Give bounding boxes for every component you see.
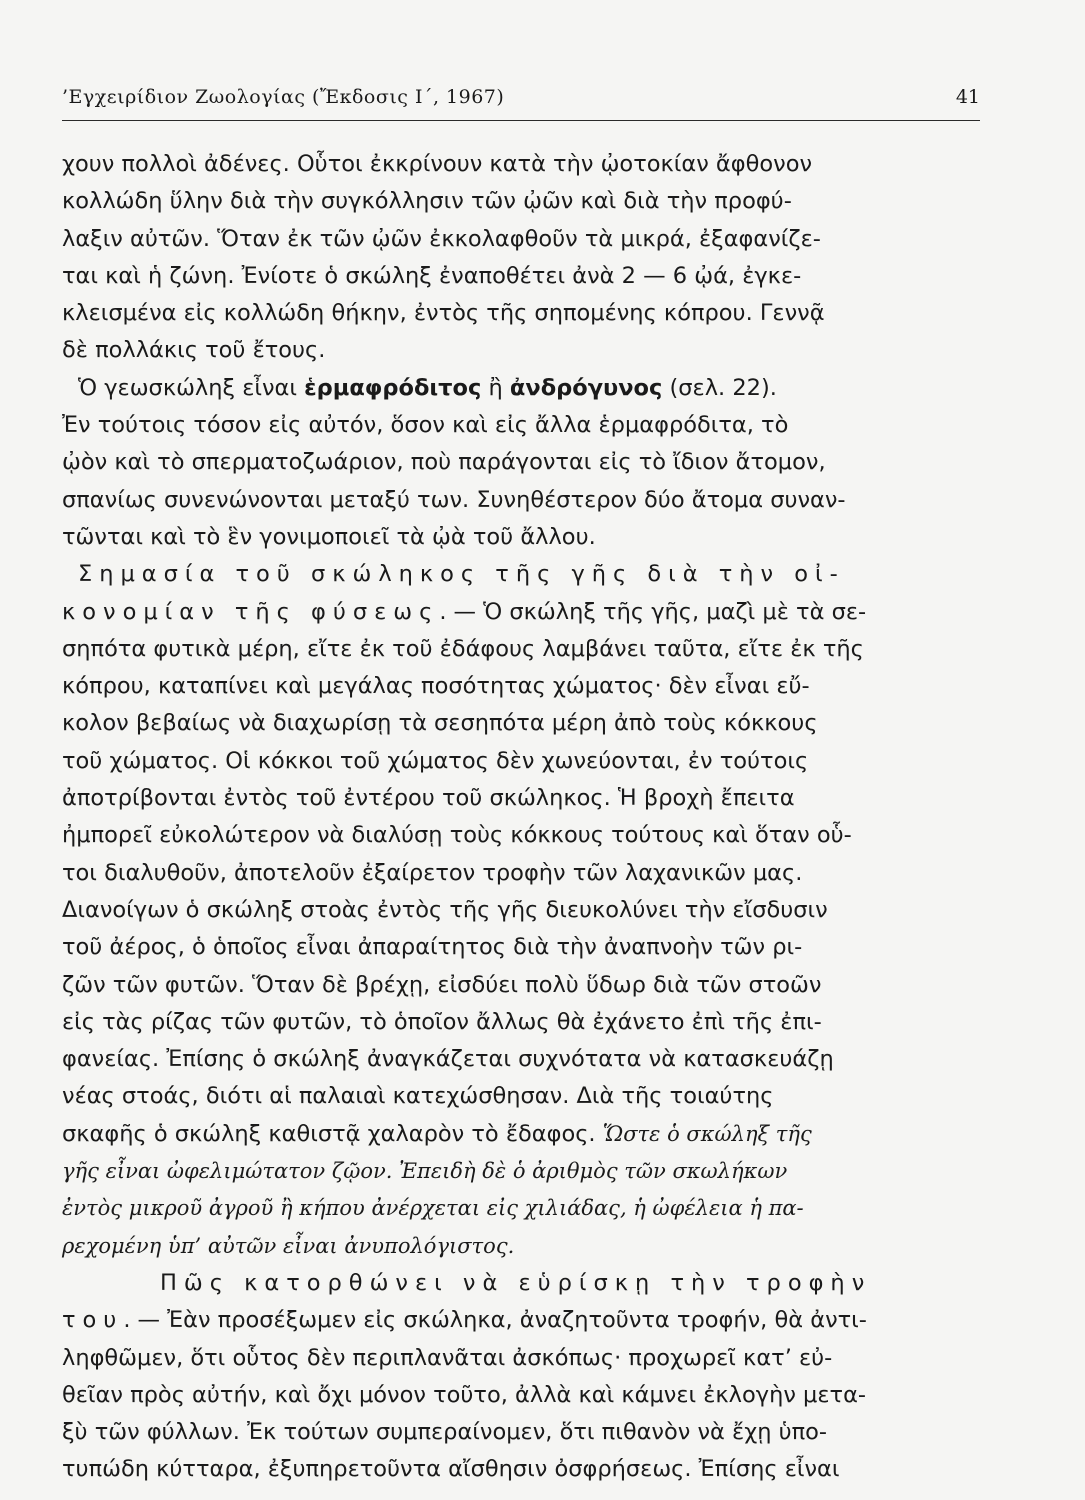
- text-span: Ὁ γεωσκώληξ εἶναι: [78, 374, 305, 401]
- text-line: νέας στοάς, διότι αἱ παλαιαὶ κατεχώσθησαν. Διὰ τῆς τοιαύτης: [62, 1083, 774, 1110]
- text-span: — Ἐὰν προσέξωμεν εἰς σκώληκα, ἀναζητοῦντα τροφήν, θὰ ἀντι-: [137, 1307, 867, 1334]
- text-line: τοῦ χώματος. Οἱ κόκκοι τοῦ χώματος δὲν χωνεύονται, ἐν τούτοις: [62, 747, 809, 774]
- paragraph-start: [62, 370, 992, 407]
- text-line: σπανίως συνενώνονται μεταξύ των. Συνηθέστερον δύο ἄτομα συναν-: [62, 486, 846, 513]
- text-line: ληφθῶμεν, ὅτι οὗτος δὲν περιπλανᾶται ἀσκόπως· προχωρεῖ κατ’ εὐ-: [62, 1344, 833, 1371]
- text-line: κόπρου, καταπίνει καὶ μεγάλας ποσότητας χώματος· δὲν εἶναι εὔ-: [62, 673, 810, 700]
- section-heading-food: Πῶς κατορθώνει νὰ εὑρίσκῃ τὴν τροφὴν: [160, 1269, 872, 1296]
- text-line: δὲ πολλάκις τοῦ ἔτους.: [62, 337, 326, 364]
- italic-line: γῆς εἶναι ὠφελιμώτατον ζῷον. Ἐπειδὴ δὲ ὁ ἀριθμὸς τῶν σκωλήκων: [62, 1159, 788, 1184]
- text-line: λαξιν αὐτῶν. Ὅταν ἐκ τῶν ᾠῶν ἐκκολαφθοῦν τὰ μικρά, ἐξαφανίζε-: [62, 225, 821, 252]
- book-title: ’Εγχειρίδιον Ζωολογίας (Ἔκδοσις Ι΄, 1967): [62, 86, 505, 108]
- section-heading-importance: Σημασία τοῦ σκώληκος τῆς γῆς διὰ τὴν οἰ-: [78, 561, 845, 588]
- text-line: χουν πολλοὶ ἀδένες. Οὗτοι ἐκκρίνουν κατὰ τὴν ᾠοτοκίαν ἄφθονον: [62, 151, 813, 177]
- text-line: Ἐν τούτοις τόσον εἰς αὐτόν, ὅσον καὶ εἰς ἄλλα ἑρμαφρόδιτα, τὸ: [62, 412, 789, 439]
- text-line: τοῦ ἀέρος, ὁ ὁποῖος εἶναι ἀπαραίτητος διὰ τὴν ἀναπνοὴν τῶν ρι-: [62, 934, 803, 961]
- italic-line: ἐντὸς μικροῦ ἀγροῦ ἢ κήπου ἀνέρχεται εἰς χιλιάδας, ἡ ὠφέλεια ἡ πα-: [62, 1196, 804, 1221]
- section-heading-continued: [62, 594, 992, 631]
- text-line: τῶνται καὶ τὸ ἓν γονιμοποιεῖ τὰ ᾠὰ τοῦ ἄλλου.: [62, 523, 596, 550]
- text-line: τυπώδη κύτταρα, ἐξυπηρετοῦντα αἴσθησιν ὀσφρήσεως. Ἐπίσης εἶναι: [62, 1456, 840, 1483]
- text-line: ται καὶ ἡ ζώνη. Ἐνίοτε ὁ σκώληξ ἐναποθέτει ἀνὰ 2 — 6 ᾠά, ἐγκε-: [62, 262, 802, 289]
- heading-span: κονομίαν τῆς φύσεως.: [62, 598, 454, 625]
- text-line: τοι διαλυθοῦν, ἀποτελοῦν ἐξαίρετον τροφὴν τῶν λαχανικῶν μας.: [62, 859, 803, 886]
- text-line: Διανοίγων ὁ σκώληξ στοὰς ἐντὸς τῆς γῆς διευκολύνει τὴν εἴσδυσιν: [62, 896, 828, 923]
- term-hermaphrodite: ἑρμαφρόδιτος: [304, 374, 482, 401]
- running-header: [62, 86, 980, 121]
- page-number: 41: [955, 86, 980, 108]
- text-line: ἀποτρίβονται ἐντὸς τοῦ ἐντέρου τοῦ σκώληκος. Ἡ βροχὴ ἔπειτα: [62, 785, 795, 812]
- text-line: κολον βεβαίως νὰ διαχωρίσῃ τὰ σεσηπότα μέρη ἀπὸ τοὺς κόκκους: [62, 710, 818, 737]
- text-line: ᾠὸν καὶ τὸ σπερματοζωάριον, ποὺ παράγονται εἰς τὸ ἴδιον ἄτομον,: [62, 449, 826, 476]
- heading-span: του.: [62, 1307, 138, 1334]
- text-line: ζῶν τῶν φυτῶν. Ὅταν δὲ βρέχῃ, εἰσδύει πολὺ ὕδωρ διὰ τῶν στοῶν: [62, 971, 822, 998]
- text-span: (σελ. 22).: [662, 374, 777, 401]
- italic-line: ρεχομένη ὑπ’ αὐτῶν εἶναι ἀνυπολόγιστος.: [62, 1233, 515, 1258]
- italic-span: Ὥστε ὁ σκώληξ τῆς: [602, 1121, 812, 1146]
- text-line: σηπότα φυτικὰ μέρη, εἴτε ἐκ τοῦ ἐδάφους λαμβάνει ταῦτα, εἴτε ἐκ τῆς: [62, 635, 864, 662]
- body-text: [62, 146, 992, 1489]
- text-line: κολλώδη ὕλην διὰ τὴν συγκόλλησιν τῶν ᾠῶν καὶ διὰ τὴν προφύ-: [62, 188, 792, 215]
- text-span: ἢ: [481, 374, 510, 401]
- text-line: φανείας. Ἐπίσης ὁ σκώληξ ἀναγκάζεται συχνότατα νὰ κατασκευάζῃ: [62, 1046, 834, 1073]
- text-line: ξὺ τῶν φύλλων. Ἐκ τούτων συμπεραίνομεν, ὅτι πιθανὸν νὰ ἔχῃ ὑπο-: [62, 1419, 828, 1446]
- text-line: κλεισμένα εἰς κολλώδη θήκην, ἐντὸς τῆς σηπομένης κόπρου. Γεννᾷ: [62, 300, 825, 327]
- text-line: ἠμπορεῖ εὐκολώτερον νὰ διαλύσῃ τοὺς κόκκους τούτους καὶ ὅταν οὗ-: [62, 822, 852, 849]
- text-line: θεῖαν πρὸς αὐτήν, καὶ ὄχι μόνον τοῦτο, ἀλλὰ καὶ κάμνει ἐκλογὴν μετα-: [62, 1381, 867, 1408]
- text-span: σκαφῆς ὁ σκώληξ καθιστᾷ χαλαρὸν τὸ ἔδαφος.: [62, 1120, 603, 1147]
- mixed-line: [62, 1116, 992, 1153]
- term-androgynous: ἀνδρόγυνος: [509, 374, 663, 401]
- section-heading-continued: [62, 1302, 992, 1339]
- text-span: — Ὁ σκώληξ τῆς γῆς, μαζὶ μὲ τὰ σε-: [453, 598, 867, 625]
- text-line: εἰς τὰς ρίζας τῶν φυτῶν, τὸ ὁποῖον ἄλλως θὰ ἐχάνετο ἐπὶ τῆς ἐπι-: [62, 1008, 822, 1035]
